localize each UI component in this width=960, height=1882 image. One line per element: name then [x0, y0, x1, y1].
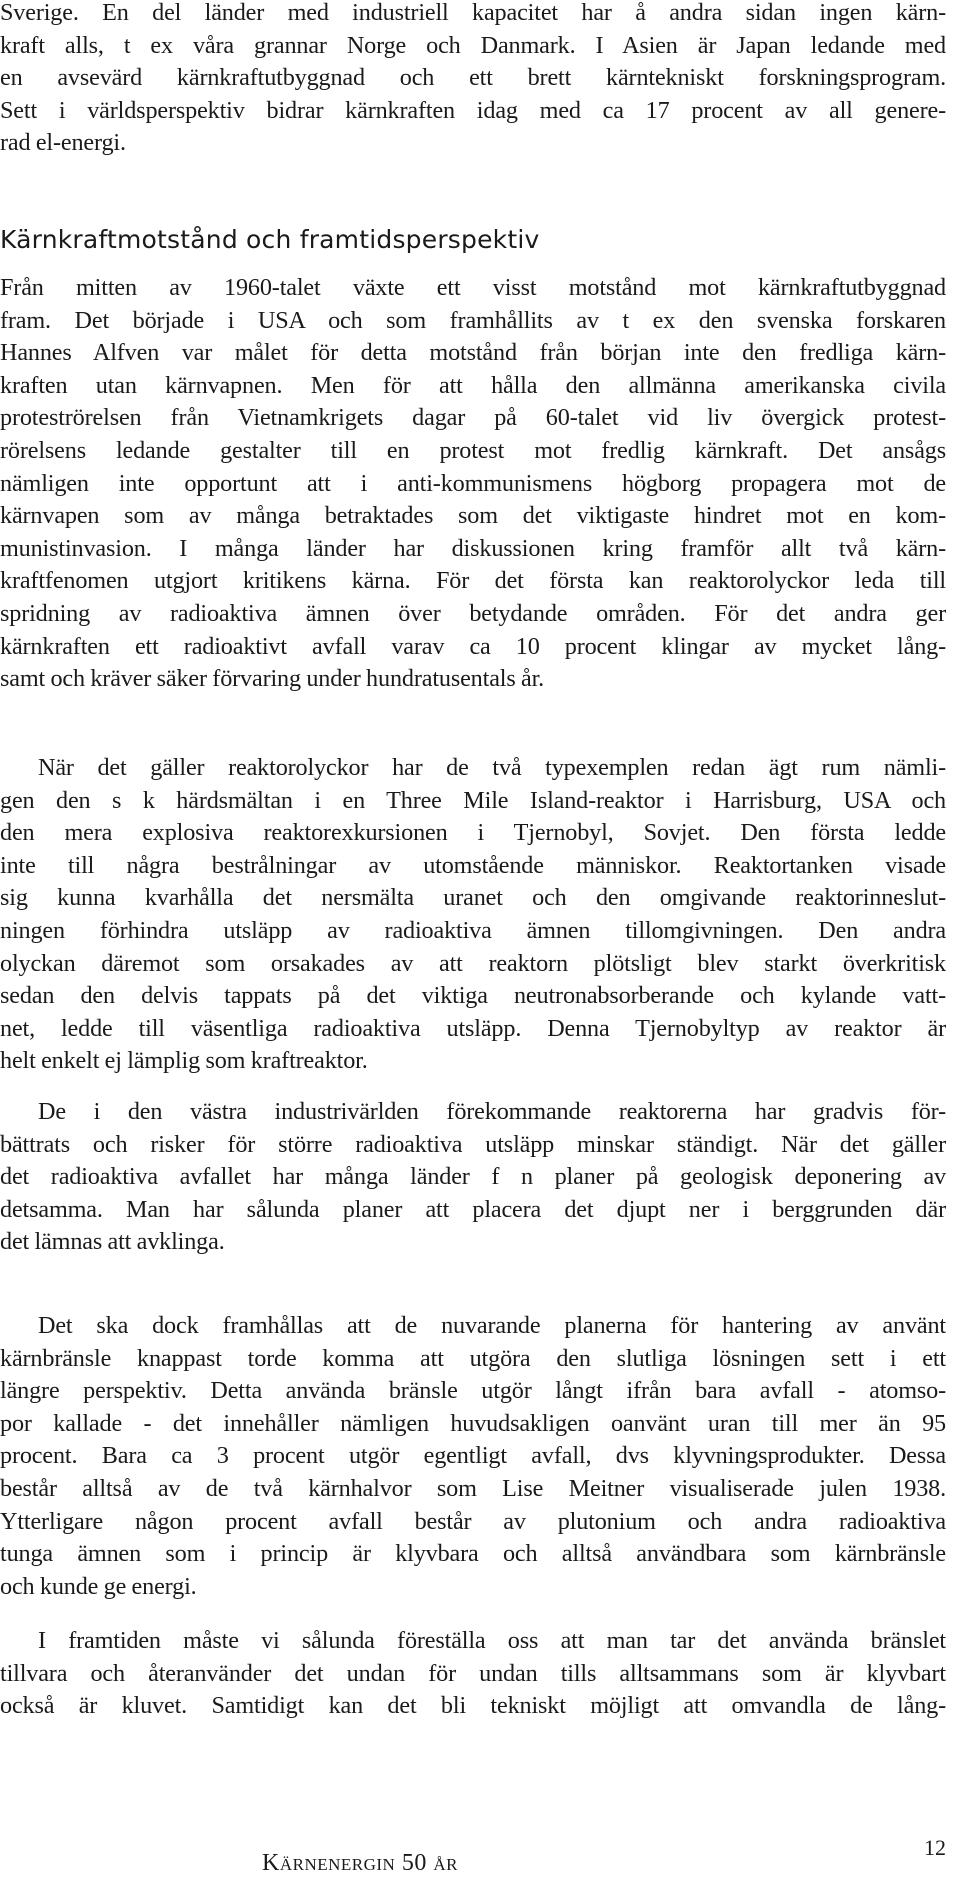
text-line: också är kluvet. Samtidigt kan det bli tekniskt möjligt att omvandla de lång-	[0, 1692, 946, 1720]
text-line: består alltså av de två kärnhalvor som Lise Meitner visualiserade julen 1938.	[0, 1474, 946, 1502]
text-line: proteströrelsen från Vietnamkrigets dagar på 60-talet vid liv övergick protest-	[0, 404, 946, 432]
text-line: Det ska dock framhållas att de nuvarande planerna för hantering av använt	[38, 1312, 946, 1339]
text-line: kärnkraften ett radioaktivt avfall varav ca 10 procent klingar av mycket lång-	[0, 632, 946, 660]
text-line: och kunde ge energi.	[0, 1572, 197, 1600]
text-line: Hannes Alfven var målet för detta motstånd från början inte den fredliga kärn-	[0, 339, 946, 367]
paragraph-1	[0, 272, 946, 696]
text-line: det radioaktiva avfallet har många länder f n planer på geologisk deponering av	[0, 1163, 946, 1191]
text-line: en avsevärd kärnkraftutbyggnad och ett brett kärntekniskt forskningsprogram.	[0, 64, 946, 92]
text-line: kärnbränsle knappast torde komma att utgöra den slutliga lösningen sett i ett	[0, 1344, 946, 1372]
text-line: Från mitten av 1960-talet växte ett visst motstånd mot kärnkraftutbyggnad	[0, 274, 946, 301]
text-line: samt och kräver säker förvaring under hundratusentals år.	[0, 665, 545, 693]
footer-title: Kärnenergin 50 år	[262, 1850, 458, 1876]
text-line: detsamma. Man har sålunda planer att placera det djupt ner i berggrunden där	[0, 1195, 946, 1223]
text-line: por kallade - det innehåller nämligen huvudsakligen oanvänt uran till mer än 95	[0, 1409, 946, 1437]
paragraph-5	[0, 1625, 946, 1723]
text-line: net, ledde till väsentliga radioaktiva utsläpp. Denna Tjernobyltyp av reaktor är	[0, 1014, 946, 1042]
text-line: sig kunna kvarhålla det nersmälta uranet och den omgivande reaktorinneslut-	[0, 884, 946, 912]
text-line: gen den s k härdsmältan i en Three Mile Island-reaktor i Harrisburg, USA och	[0, 786, 946, 814]
text-line: spridning av radioaktiva ämnen över betydande områden. För det andra ger	[0, 599, 946, 627]
text-line: den mera explosiva reaktorexkursionen i Tjernobyl, Sovjet. Den första ledde	[0, 819, 946, 847]
text-line: det lämnas att avklinga.	[0, 1228, 225, 1256]
paragraph-3	[0, 1096, 946, 1259]
text-line: kraften utan kärnvapnen. Men för att hålla den allmänna amerikanska civila	[0, 371, 946, 399]
text-line: tillvara och återanvänder det undan för undan tills alltsammans som är klyvbart	[0, 1659, 946, 1687]
text-line: fram. Det började i USA och som framhållits av t ex den svenska forskaren	[0, 306, 946, 334]
text-line: procent. Bara ca 3 procent utgör egentligt avfall, dvs klyvningsprodukter. Dessa	[0, 1442, 946, 1470]
text-line: bättrats och risker för större radioaktiva utsläpp minskar ständigt. När det gäller	[0, 1130, 946, 1158]
text-line: tunga ämnen som i princip är klyvbara och alltså användbara som kärnbränsle	[0, 1540, 946, 1568]
text-line: I framtiden måste vi sålunda föreställa oss att man tar det använda bränslet	[38, 1627, 946, 1654]
text-line: kraftfenomen utgjort kritikens kärna. För det första kan reaktorolyckor leda till	[0, 567, 946, 595]
text-line: olyckan däremot som orsakades av att reaktorn plötsligt blev starkt överkritisk	[0, 949, 946, 977]
text-line: De i den västra industrivärlden förekommande reaktorerna har gradvis för-	[38, 1098, 946, 1125]
intro-paragraph	[0, 0, 946, 160]
text-line: kraft alls, t ex våra grannar Norge och Danmark. I Asien är Japan ledande med	[0, 31, 946, 59]
text-line: rörelsens ledande gestalter till en protest mot fredlig kärnkraft. Det ansågs	[0, 436, 946, 464]
paragraph-2	[0, 752, 946, 1078]
text-line: kärnvapen som av många betraktades som det viktigaste hindret mot en kom-	[0, 502, 946, 530]
text-line: sedan den delvis tappats på det viktiga neutronabsorberande och kylande vatt-	[0, 982, 946, 1010]
text-line: Ytterligare någon procent avfall består av plutonium och andra radioaktiva	[0, 1507, 946, 1535]
page-number: 12	[924, 1835, 946, 1860]
text-line: rad el-energi.	[0, 129, 126, 157]
text-line: ningen förhindra utsläpp av radioaktiva ämnen tillomgivningen. Den andra	[0, 916, 946, 944]
text-line: Sett i världsperspektiv bidrar kärnkraften idag med ca 17 procent av all genere-	[0, 96, 946, 124]
text-line: nämligen inte opportunt att i anti-kommunismens högborg propagera mot de	[0, 469, 946, 497]
text-line: längre perspektiv. Detta använda bränsle utgör långt ifrån bara avfall - atomso-	[0, 1377, 946, 1405]
section-heading: Kärnkraftmotstånd och framtidsperspektiv	[0, 225, 540, 254]
page-footer	[0, 1835, 960, 1882]
text-line: munistinvasion. I många länder har diskussionen kring framför allt två kärn-	[0, 534, 946, 562]
text-line: När det gäller reaktorolyckor har de två typexemplen redan ägt rum nämli-	[38, 754, 946, 781]
paragraph-4	[0, 1310, 946, 1603]
text-line: Sverige. En del länder med industriell kapacitet har å andra sidan ingen kärn-	[0, 0, 946, 26]
text-line: inte till några bestrålningar av utomstående människor. Reaktortanken visade	[0, 851, 946, 879]
text-line: helt enkelt ej lämplig som kraftreaktor.	[0, 1047, 368, 1075]
